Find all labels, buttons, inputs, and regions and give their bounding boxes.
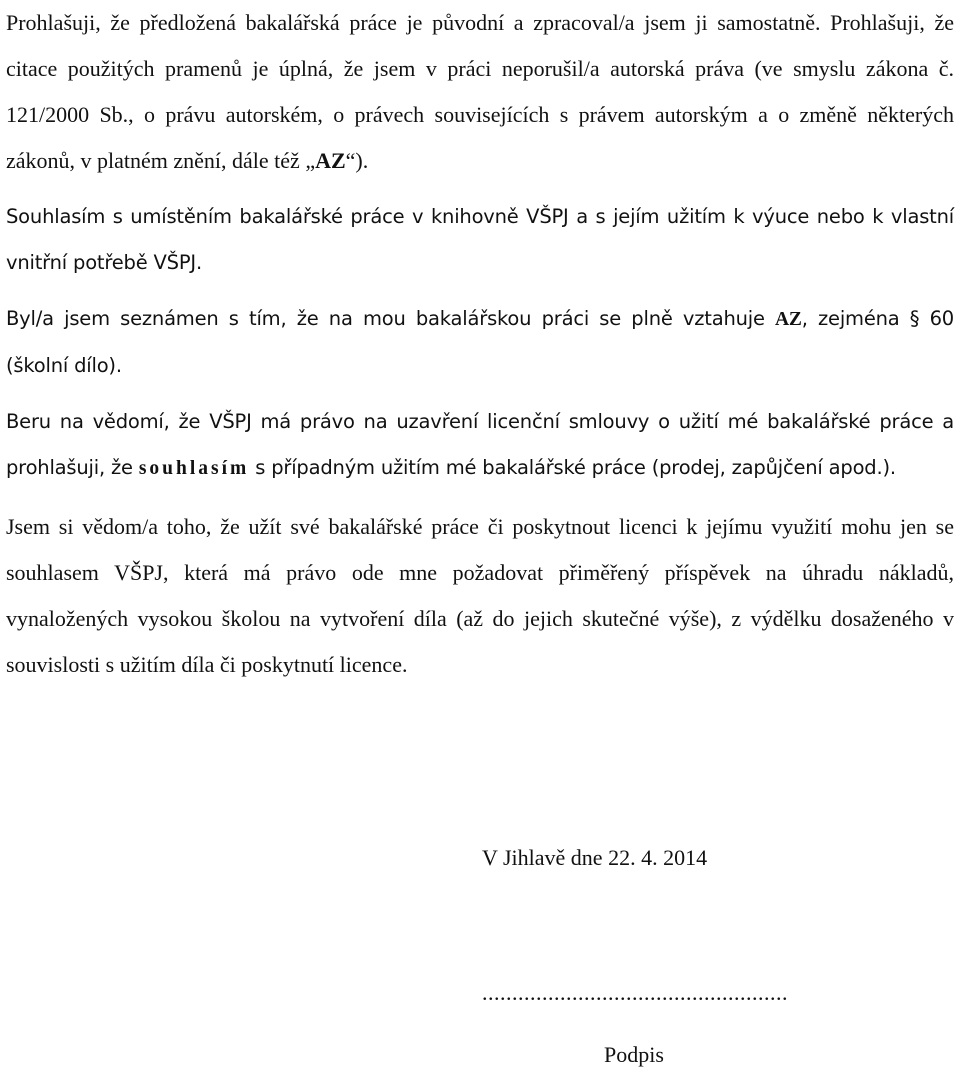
az-abbreviation: AZ <box>775 309 802 330</box>
paragraph-text: “). <box>345 148 369 173</box>
az-abbreviation: AZ <box>315 148 346 173</box>
consent-word: souhlasím <box>138 458 250 479</box>
signature-line: ................................................... <box>482 980 788 1005</box>
declaration-paragraph-library-consent: Souhlasím s umístěním bakalářské práce v knihovně VŠPJ a s jejím užitím k výuce nebo k vlastní vnitřní potřebě VŠPJ. <box>6 205 954 274</box>
declaration-paragraph-originality <box>6 0 954 184</box>
declaration-document <box>6 0 954 688</box>
paragraph-text: , zejména § 60 (školní dílo). <box>6 307 954 377</box>
paragraph-text: Beru na vědomí, že VŠPJ má právo na uzavření licenční smlouvy o užití mé bakalářské práce a prohlašuji, že <box>6 410 954 479</box>
declaration-paragraph-license-fee: Jsem si vědom/a toho, že užít své bakalářské práce či poskytnout licenci k jejímu využití mohu jen se souhlasem VŠPJ, která má právo ode mne požadovat přiměřený příspěvek na úhradu nákladů, vynaložených vysokou školou na vytvoření díla (až do jejich skutečné výše), z výdělku dosaženého v souvislosti s užitím díla či poskytnutí licence. <box>6 514 954 677</box>
signature-label: Podpis <box>604 1042 664 1067</box>
paragraph-text: s případným užitím mé bakalářské práce (prodej, zapůjčení apod.). <box>249 456 896 479</box>
paragraph-text: Byl/a jsem seznámen s tím, že na mou bakalářskou práci se plně vztahuje <box>6 307 776 330</box>
declaration-paragraph-license-agreement <box>6 399 954 492</box>
paragraph-text: Prohlašuji, že předložená bakalářská práce je původní a zpracoval/a jsem ji samostatně. Prohlašuji, že citace použitých pramenů je úplná, že jsem v práci neporušil/a autorská práva (ve smyslu zákona č. 121/2000 Sb., o právu autorském, o právech souvisejících s právem autorským a o změně některých zákonů, v platném znění, dále též „ <box>6 10 954 173</box>
place-and-date: V Jihlavě dne 22. 4. 2014 <box>482 845 708 870</box>
declaration-paragraph-copyright-act <box>6 296 954 389</box>
